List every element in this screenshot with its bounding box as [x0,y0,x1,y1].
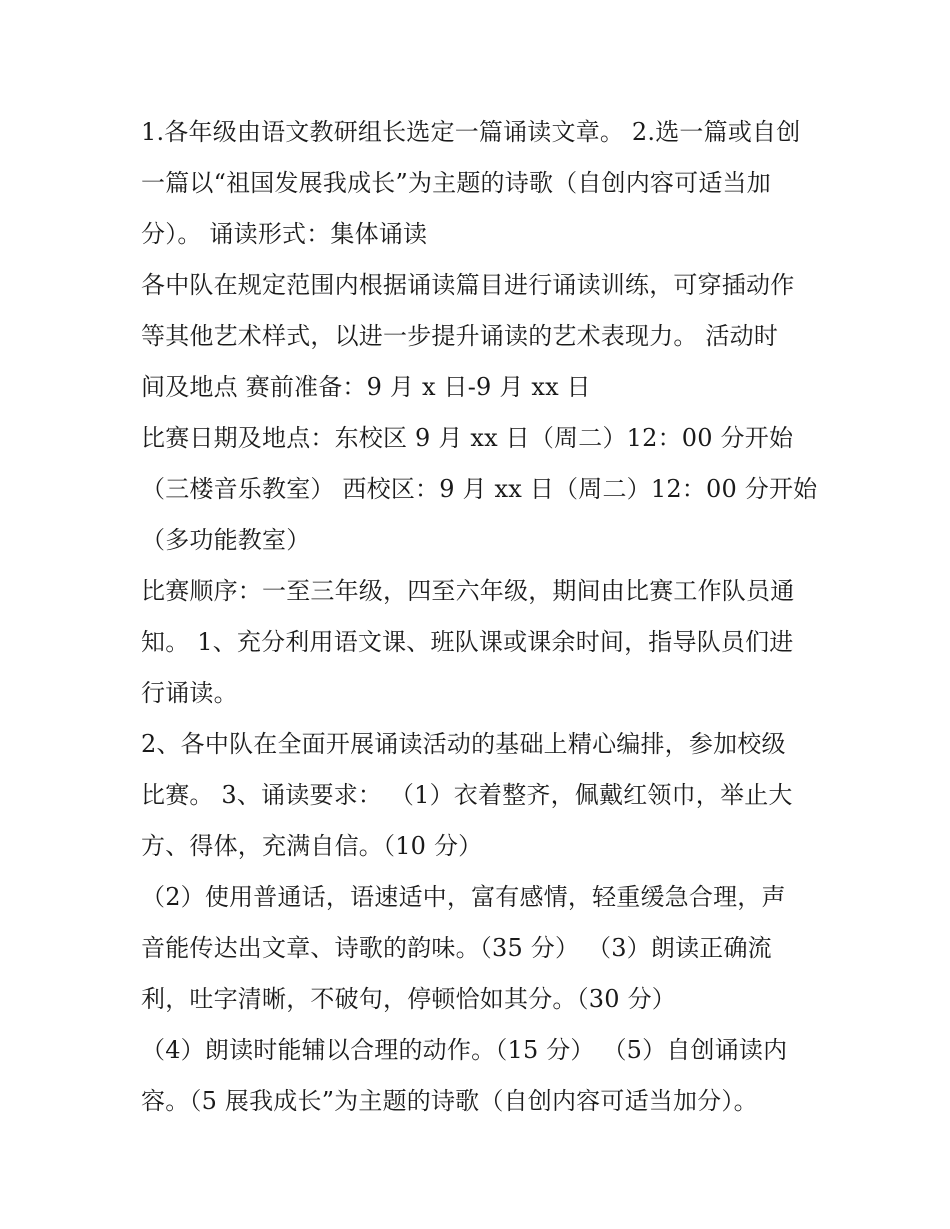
text-line: 容。（5 展我成长”为主题的诗歌（自创内容可适当加分）。 [141,1087,758,1115]
text-line: 知。 1、充分利用语文课、班队课或课余时间，指导队员们进 [141,628,794,656]
text-line: 分）。 诵读形式：集体诵读 [141,220,428,248]
text-line: （4）朗读时能辅以合理的动作。（15 分） （5）自创诵读内 [141,1036,788,1064]
text-line: 间及地点 赛前准备：9 月 x 日-9 月 xx 日 [141,373,591,401]
text-line: 2、各中队在全面开展诵读活动的基础上精心编排，参加校级 [141,730,786,758]
text-line: 一篇以“祖国发展我成长”为主题的诗歌（自创内容可适当加 [141,169,771,197]
text-line: 方、得体，充满自信。（10 分） [141,832,483,860]
text-line: （三楼音乐教室） 西校区：9 月 xx 日（周二）12：00 分开始 [141,475,818,503]
text-line: 行诵读。 [141,679,238,707]
text-line: 各中队在规定范围内根据诵读篇目进行诵读训练，可穿插动作 [141,271,795,299]
text-line: 比赛日期及地点：东校区 9 月 xx 日（周二）12：00 分开始 [141,424,794,452]
text-line: （多功能教室） [141,526,311,554]
text-line: 等其他艺术样式，以进一步提升诵读的艺术表现力。 活动时 [141,322,779,350]
text-line: 比赛顺序：一至三年级，四至六年级，期间由比赛工作队员通 [141,577,795,605]
text-line: 1.各年级由语文教研组长选定一篇诵读文章。 2.选一篇或自创 [141,118,801,146]
text-line: 利，吐字清晰，不破句，停顿恰如其分。（30 分） [141,985,676,1013]
document-page [141,107,821,1127]
text-line: （2）使用普通话，语速适中，富有感情，轻重缓急合理，声 [141,883,786,911]
text-line: 音能传达出文章、诗歌的韵味。（35 分） （3）朗读正确流 [141,934,772,962]
text-line: 比赛。 3、诵读要求： （1）衣着整齐，佩戴红领巾，举止大 [141,781,793,809]
